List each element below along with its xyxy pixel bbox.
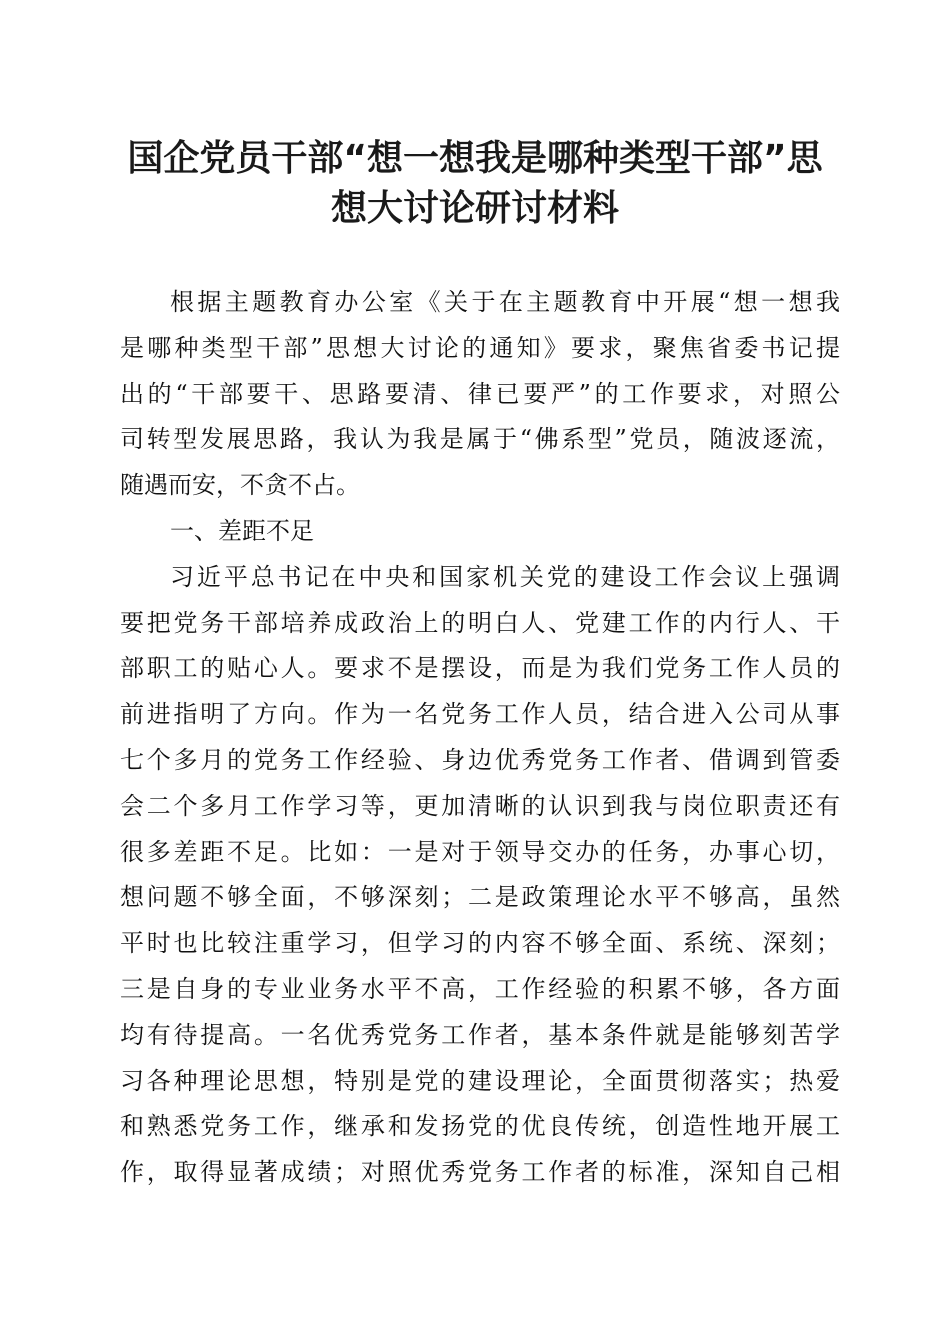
paragraph-2-line-13: 和熟悉党务工作，继承和发扬党的优良传统，创造性地开展工: [120, 1112, 840, 1141]
paragraph-2-line-11: 均有待提高。一名优秀党务工作者，基本条件就是能够刻苦学: [120, 1020, 840, 1049]
paragraph-2-line-9: 平时也比较注重学习，但学习的内容不够全面、系统、深刻；: [120, 929, 840, 958]
document-body: [120, 280, 840, 1196]
section-heading-gaps: 一、差距不足: [170, 516, 314, 545]
paragraph-1-line-3: 出的“干部要干、思路要清、律已要严”的工作要求，对照公: [120, 379, 840, 408]
paragraph-2-line-2: 要把党务干部培养成政治上的明白人、党建工作的内行人、干: [120, 608, 840, 637]
paragraph-2-line-1: 习近平总书记在中央和国家机关党的建设工作会议上强调: [170, 562, 840, 591]
paragraph-2-line-4: 前进指明了方向。作为一名党务工作人员，结合进入公司从事: [120, 700, 840, 729]
paragraph-2-line-10: 三是自身的专业业务水平不高，工作经验的积累不够，各方面: [120, 974, 840, 1003]
title-line-1: 国企党员干部“想一想我是哪种类型干部”思: [127, 138, 823, 179]
paragraph-2-line-8: 想问题不够全面，不够深刻；二是政策理论水平不够高，虽然: [120, 883, 840, 912]
paragraph-2-line-7: 很多差距不足。比如：一是对于领导交办的任务，办事心切，: [120, 837, 840, 866]
paragraph-2-line-12: 习各种理论思想，特别是党的建设理论，全面贯彻落实；热爱: [120, 1066, 840, 1095]
paragraph-1-line-1: 根据主题教育办公室《关于在主题教育中开展“想一想我: [170, 288, 840, 316]
paragraph-2-line-6: 会二个多月工作学习等，更加清晰的认识到我与岗位职责还有: [120, 791, 840, 820]
paragraph-1-line-4: 司转型发展思路，我认为我是属于“佛系型”党员，随波逐流，: [120, 425, 840, 454]
paragraph-1-line-2: 是哪种类型干部”思想大讨论的通知》要求，聚焦省委书记提: [120, 333, 840, 362]
title-line-2: 想大讨论研讨材料: [330, 188, 619, 229]
paragraph-2-line-5: 七个多月的党务工作经验、身边优秀党务工作者、借调到管委: [120, 745, 840, 774]
paragraph-2-line-3: 部职工的贴心人。要求不是摆设，而是为我们党务工作人员的: [120, 654, 840, 683]
paragraph-1-line-5: 随遇而安，不贪不占。: [120, 471, 360, 500]
paragraph-2-line-14: 作，取得显著成绩；对照优秀党务工作者的标准，深知自己相: [120, 1158, 840, 1187]
document-title: [100, 134, 850, 234]
